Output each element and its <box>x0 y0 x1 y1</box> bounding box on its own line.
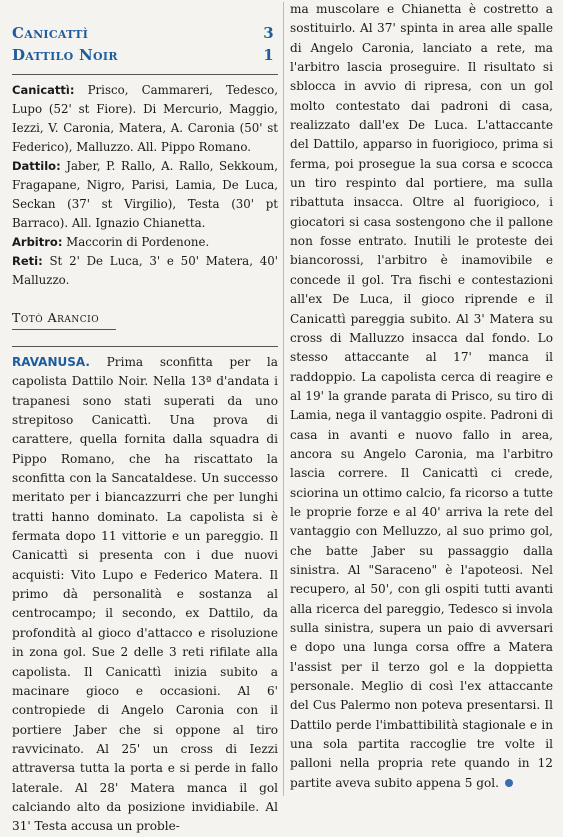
home-team-goals: 3 <box>263 24 274 42</box>
lineup-canicatti <box>12 81 278 157</box>
lineup-dattilo-text: Jaber, P. Rallo, A. Rallo, Sekkoum, Fragapane, Nigro, Parisi, Lamia, De Luca, Seckan (37' st Virgilio), Testa (30' pt Barraco). All. Ignazio Chianetta. <box>12 159 278 230</box>
end-mark-icon <box>505 779 513 787</box>
article-lead: RAVANUSA. <box>12 355 90 369</box>
article-body-right <box>290 0 553 793</box>
lineup-canicatti-label: Canicattì: <box>12 83 75 97</box>
away-team-goals: 1 <box>263 46 274 64</box>
article-text-left: Prima sconfitta per la capolista Dattilo Noir. Nella 13ª d'andata i trapanesi sono stati superati da uno strepitoso Canicattì. Una prova di carattere, quella fornita dalla squadra di Pippo Romano, che ha riscattato la sconfitta con la Sancataldese. Un successo meritato per i biancazzurri che per lunghi tratti hanno dominato. La capolista si è fermata dopo 11 vittorie e un pareggio. Il Canicattì si presenta con i due nuovi acquisti: Vito Lupo e Federico Matera. Il primo dà personalità e sostanza al centrocampo; il secondo, ex Dattilo, da profondità al gioco d'attacco e risoluzione in zona gol. Sue 2 delle 3 reti rifilate alla capolista. Il Canicattì inizia subito a macinare gioco e occasioni. Al 6' contropiede di Angelo Caronia con il portiere Jaber che si oppone al tiro ravvicinato. Al 25' un cross di Iezzi attraversa tutta la porta e si perde in fallo laterale. Al 28' Matera manca il gol calciando alto da posizione invidiabile. Al 31' Testa accusa un proble- <box>12 355 278 834</box>
article-rule <box>12 346 278 347</box>
author-byline: Totò Arancio <box>12 310 116 330</box>
right-column <box>290 0 553 793</box>
referee-label: Arbitro: <box>12 235 63 249</box>
home-team-name: Canicattì <box>12 24 89 42</box>
away-team-name: Dattilo Noir <box>12 46 118 64</box>
lineup-dattilo-label: Dattilo: <box>12 159 61 173</box>
scoreboard-rule <box>12 74 278 75</box>
column-divider <box>283 2 284 796</box>
left-column <box>12 0 278 837</box>
referee-info <box>12 233 278 252</box>
goals-info <box>12 252 278 290</box>
article-body-left <box>12 353 278 837</box>
score-row-away <box>12 44 278 66</box>
lineup-canicatti-text: Prisco, Cammareri, Tedesco, Lupo (52' st Fiore). Di Mercurio, Maggio, Iezzi, V. Caronia, Matera, A. Caronia (50' st Federico), Malluzzo. All. Pippo Romano. <box>12 83 278 154</box>
article-text-right: ma muscolare e Chianetta è costretto a sostituirlo. Al 37' spinta in area alle spalle di Angelo Caronia, lanciato a rete, ma l'arbitro lascia proseguire. Il risultato si sblocca in avvio di ripresa, con un gol molto contestato dai padroni di casa, realizzato dall'ex De Luca. L'attaccante del Dattilo, apparso in fuorigioco, prima si ferma, poi prosegue la sua corsa e scocca un tiro respinto dal portiere, ma sulla ribattuta insacca. Oltre al fuorigioco, i giocatori si casa sostengono che il pallone non fosse entrato. Inutili le proteste dei biancorossi, l'arbitro è inamovibile e concede il gol. Tra fischi e contestazioni all'ex De Luca, il gioco riprende e il Canicattì pareggia subito. Al 3' Matera su cross di Malluzzo insacca dal fondo. Lo stesso attaccante al 17' manca il raddoppio. La capolista cerca di reagire e al 19' la grande parata di Prisco, su tiro di Lamia, nega il vantaggio ospite. Padroni di casa in avanti e nuovo fallo in area, ancora su Angelo Caronia, ma l'arbitro lascia correre. Il Canicattì ci crede, sciorina un ottimo calcio, fa ricorso a tutte le proprie forze e al 40' arriva la rete del vantaggio con Melluzzo, al suo primo gol, che batte Jaber su passaggio dalla sinistra. Al "Saraceno" è l'apoteosi. Nel recupero, al 50', con gli ospiti tutti avanti alla ricerca del pareggio, Tedesco si invola sulla sinistra, supera un paio di avversari e dopo una lunga corsa offre a Matera l'assist per il terzo gol e la doppietta personale. Meglio di così l'ex attaccante del Cus Palermo non poteva presentarsi. Il Dattilo perde l'imbattibilità stagionale e in una sola partita raccoglie tre volte il palloni nella propria rete quando in 12 partite aveva subito appena 5 gol. <box>290 2 553 790</box>
goals-text: St 2' De Luca, 3' e 50' Matera, 40' Malluzzo. <box>12 254 278 287</box>
referee-text: Maccorin di Pordenone. <box>62 235 210 249</box>
lineup-dattilo <box>12 157 278 233</box>
score-row-home <box>12 22 278 44</box>
goals-label: Reti: <box>12 254 43 268</box>
